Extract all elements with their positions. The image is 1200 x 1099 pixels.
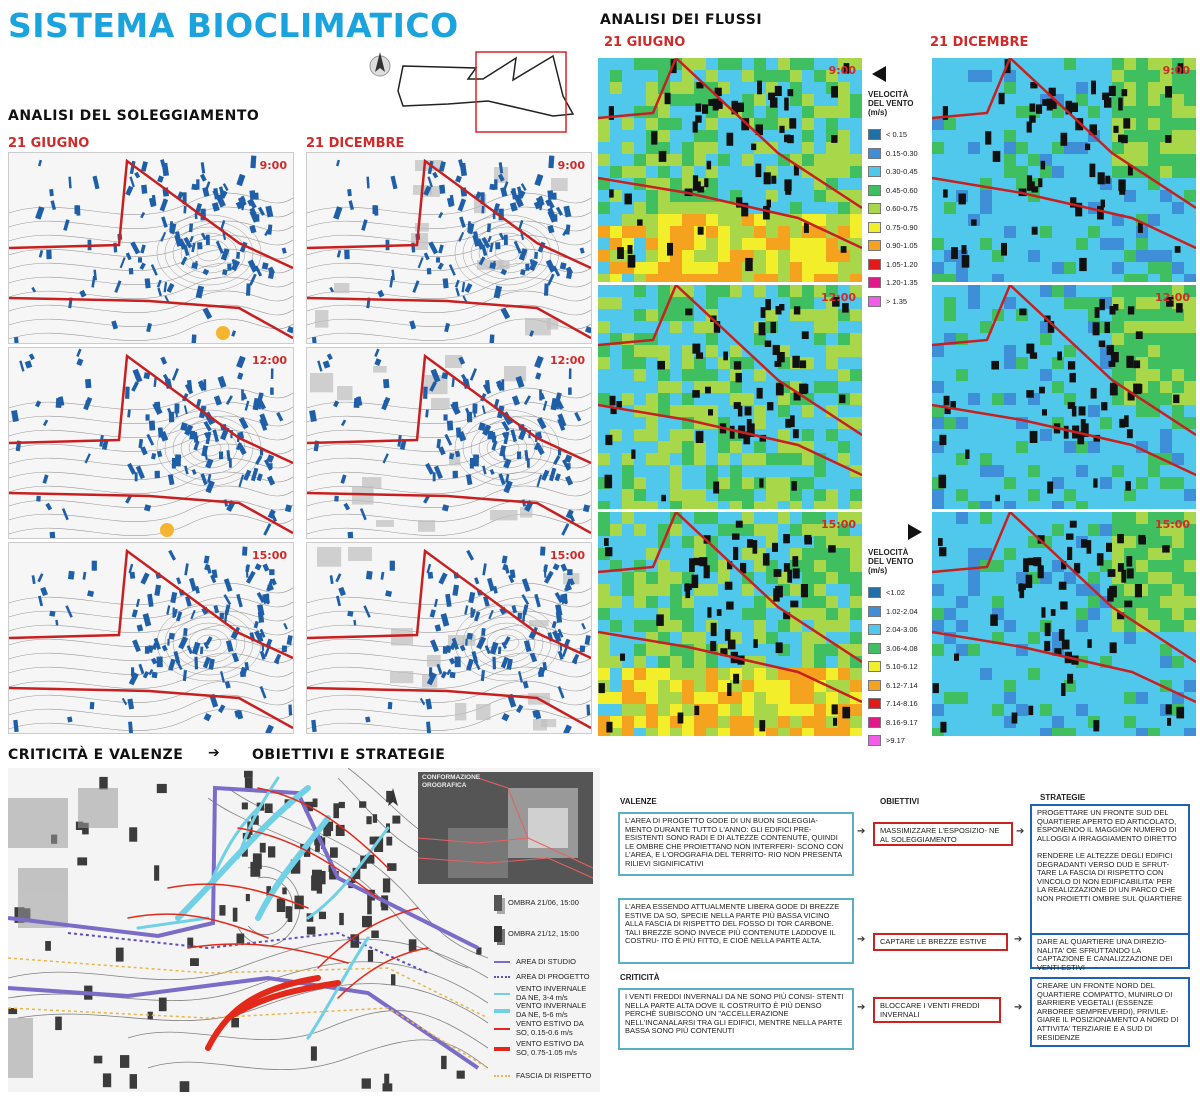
arrow-r1b-icon: ➔ [1016, 826, 1025, 837]
legend-swatch [868, 166, 881, 177]
sun-panel-december-1 [306, 347, 592, 539]
obiettivo-2: CAPTARE LE BREZZE ESTIVE [873, 933, 1008, 951]
sun-panel-december-0 [306, 152, 592, 344]
map-legend-symbol [494, 1047, 510, 1051]
legend-label: 3.06-4.08 [886, 643, 918, 653]
legend-swatch [868, 222, 881, 233]
inset-title-l2: OROGRAFICA [422, 781, 467, 789]
map-legend-label: VENTO INVERNALE DA NE, 5-6 m/s [516, 1001, 587, 1019]
strategia-2: DARE AL QUARTIERE UNA DIREZIO- NALITA' OE SFRUTTANDO LA CAPTAZIONE E CANALIZZAZIONE DEI VENTI ESTIVI [1030, 933, 1190, 969]
objectives-title: OBIETTIVI E STRATEGIE [252, 747, 446, 763]
map-legend-item [494, 926, 598, 942]
obiettivo-3: BLOCCARE I VENTI FREDDI INVERNALI [873, 997, 1001, 1023]
map-legend-label: AREA DI PROGETTO [516, 972, 590, 981]
wind-time-label: 15:00 [820, 518, 856, 531]
legend-swatch [868, 587, 881, 598]
map-legend-symbol [494, 895, 502, 911]
legend-swatch [868, 624, 881, 635]
legend-item [868, 148, 918, 159]
valenza-1: L'AREA DI PROGETTO GODE DI UN BUON SOLEGGIA- MENTO DURANTE TUTTO L'ANNO: GLI EDIFICI PRE- ESISTENTI SONO RADI E DI ALTEZZE CONTENUTE, QUINDI LE OMBRE CHE PROIETTANO NON INTERFERI- SCONO CON L'AREA, E L'OROGRAFIA DEL TERRITO- RIO NON PRESENTA RILIEVI SIGNIFICATIVI [618, 812, 854, 876]
map-legend-symbol [494, 976, 510, 978]
sun-time-label: 12:00 [251, 354, 287, 367]
main-title: SISTEMA BIOCLIMATICO [8, 6, 459, 45]
legend1-title-l1: VELOCITÀ [868, 90, 909, 99]
legend-label: 6.12-7.14 [886, 680, 918, 690]
legend-swatch [868, 240, 881, 251]
strategia-1: PROGETTARE UN FRONTE SUD DEL QUARTIERE APERTO ED ARTICOLATO, ESPONENDO IL MAGGIOR NUMERO DI ALLOGGI A IRRAGGIAMENTO DIRETTO RENDERE LE ALTEZZE DEGLI EDIFICI DEGRADANTI VERSO DUD E SFRUT- TARE LA FASCIA DI RISPETTO CON VINCOLO DI NON EDIFICABILITA' PER LA REALIZZAZIONE DI UN PARCO CHE NON PROIETTI OMBRE SUL QUARTIERE [1030, 804, 1190, 947]
map-legend-symbol [494, 1075, 510, 1077]
map-legend-symbol [494, 926, 502, 942]
sun-panel-june-2 [8, 542, 294, 734]
map-legend-label: VENTO ESTIVO DA SO, 0.15-0.6 m/s [516, 1019, 584, 1037]
sun-time-label: 15:00 [549, 549, 585, 562]
map-legend-label: VENTO ESTIVO DA SO, 0.75-1.05 m/s [516, 1039, 584, 1057]
legend-item [868, 717, 918, 728]
sun-date-december: 21 DICEMBRE [306, 136, 405, 151]
legend-item [868, 587, 905, 598]
legend-swatch [868, 698, 881, 709]
arrow-r3a-icon: ➔ [857, 1002, 866, 1013]
col-obiettivi: OBIETTIVI [880, 797, 920, 806]
col-valenze: VALENZE [620, 797, 657, 806]
map-legend-item [494, 958, 598, 967]
sun-panel-june-0 [8, 152, 294, 344]
sun-time-label: 12:00 [549, 354, 585, 367]
legend-item [868, 240, 918, 251]
legend2-title-l3: (m/s) [868, 566, 888, 575]
legend1-title-l2: DEL VENTO [868, 99, 914, 108]
map-legend-item [494, 1002, 598, 1019]
wind-panel-december-2 [932, 512, 1196, 736]
col-strategie: STRATEGIE [1040, 793, 1086, 802]
legend-swatch [868, 129, 881, 140]
wind-time-label: 9:00 [1162, 64, 1190, 77]
legend2-title-l1: VELOCITÀ [868, 548, 909, 557]
legend-label: 0.60-0.75 [886, 204, 918, 213]
col-criticita: CRITICITÀ [620, 973, 660, 982]
map-legend-label: OMBRA 21/06, 15:00 [508, 897, 579, 907]
wind-panel-december-1 [932, 285, 1196, 509]
sun-date-june: 21 GIUGNO [8, 136, 90, 151]
legend-label: 5.10-6.12 [886, 662, 918, 671]
map-legend-item [494, 1072, 598, 1081]
sun-time-label: 9:00 [259, 159, 287, 172]
sun-time-label: 9:00 [557, 159, 585, 172]
wind-time-label: 12:00 [1154, 291, 1190, 304]
wind-time-label: 15:00 [1154, 518, 1190, 531]
arrow-r3b-icon: ➔ [1014, 1002, 1023, 1013]
legend-label: < 0.15 [886, 130, 908, 139]
map-legend-symbol [494, 1028, 510, 1030]
legend-item [868, 185, 918, 196]
legend-swatch [868, 148, 881, 159]
map-legend-item [494, 895, 598, 911]
legend-swatch [868, 203, 881, 214]
arrow-r2a-icon: ➔ [857, 934, 866, 945]
legend-item [868, 735, 905, 746]
legend-item [868, 698, 918, 709]
map-legend-label: VENTO INVERNALE DA NE, 3-4 m/s [516, 984, 587, 1002]
wind-direction-right-icon [908, 524, 922, 540]
legend-swatch [868, 735, 881, 746]
legend-label: 1.05-1.20 [886, 259, 918, 269]
legend-swatch [868, 680, 881, 691]
legend-item [868, 166, 918, 177]
legend-item [868, 222, 918, 233]
legend-label: 0.45-0.60 [886, 185, 918, 195]
legend-label: 0.15-0.30 [886, 148, 918, 158]
flow-date-december: 21 DICEMBRE [930, 35, 1029, 50]
wind-panel-december-0 [932, 58, 1196, 282]
legend-item [868, 203, 918, 214]
flow-date-june: 21 GIUGNO [604, 35, 686, 50]
legend-label: 0.90-1.05 [886, 241, 918, 250]
legend-label: >9.17 [886, 736, 905, 745]
legend-item [868, 277, 918, 288]
legend-label: <1.02 [886, 588, 905, 597]
criticita-1: I VENTI FREDDI INVERNALI DA NE SONO PIÙ CONSI- STENTI NELLA PARTE ALTA DOVE IL COSTRUITO È PIÙ DENSO PERCHÈ SUBISCONO UN "ACCELLERAZIONE NELL'INCANALARSI TRA GLI EDIFICI, MENTRE NELLA PARTE BASSA SONO PIÙ CONTENUTI [618, 988, 854, 1050]
map-legend-symbol [494, 1009, 510, 1013]
map-legend-label: AREA DI STUDIO [516, 957, 577, 966]
legend-swatch [868, 259, 881, 270]
wind-panel-june-0 [598, 58, 862, 282]
legend-item [868, 624, 918, 635]
key-map [368, 46, 588, 136]
legend-swatch [868, 717, 881, 728]
legend-swatch [868, 661, 881, 672]
map-legend-item [494, 1020, 598, 1037]
criticality-title: CRITICITÀ E VALENZE [8, 747, 184, 763]
legend-label: 0.30-0.45 [886, 167, 918, 176]
legend-item [868, 643, 918, 654]
legend-label: 0.75-0.90 [886, 222, 918, 232]
legend-label: 2.04-3.06 [886, 625, 918, 634]
map-legend-symbol [494, 961, 510, 963]
sun-time-label: 15:00 [251, 549, 287, 562]
legend-item [868, 680, 918, 691]
legend1-title-l3: (m/s) [868, 108, 888, 117]
map-legend-item [494, 1040, 598, 1057]
valenza-2: L'AREA ESSENDO ATTUALMENTE LIBERA GODE DI BREZZE ESTIVE DA SO, SPECIE NELLA PARTE PIÙ BASSA VICINO ALLA FASCIA DI RISPETTO DEL FOSSO DI TOR CARBONE. TALI BREZZE SONO INVECE PIÙ CONTENUTE LADDOVE IL COSTRU- ITO È PIÙ FITTO, E CIOÈ NELLA PARTE ALTA. [618, 898, 854, 964]
sun-panel-december-2 [306, 542, 592, 734]
legend-label: 7.14-8.16 [886, 699, 918, 708]
sun-panel-june-1 [8, 347, 294, 539]
wind-time-label: 12:00 [820, 291, 856, 304]
map-legend-label: FASCIA DI RISPETTO [516, 1071, 592, 1080]
map-legend-item [494, 985, 598, 1002]
legend-item [868, 129, 907, 140]
strategia-3: CREARE UN FRONTE NORD DEL QUARTIERE COMPATTO, MUNIRLO DI BARRIERE VEGETALI (ESSENZE ARBOREE SEMPREVERDI), PRIVILE- GIARE IL POSIZIONAMENTO A NORD DI ATTIVITA' TERZIARIE E A SUD DI RESIDENZE [1030, 977, 1190, 1047]
legend-swatch [868, 296, 881, 307]
legend-label: 8.16-9.17 [886, 717, 918, 727]
map-legend-symbol [494, 993, 510, 995]
inset-title-l1: CONFORMAZIONE [422, 774, 481, 781]
legend-item [868, 296, 907, 307]
legend-swatch [868, 606, 881, 617]
wind-panel-june-2 [598, 512, 862, 736]
wind-direction-left-icon [872, 66, 886, 82]
wind-panel-june-1 [598, 285, 862, 509]
legend2-title-l2: DEL VENTO [868, 557, 914, 566]
legend-item [868, 259, 918, 270]
criticality-arrow-icon: ➔ [208, 745, 221, 761]
arrow-r2b-icon: ➔ [1014, 934, 1023, 945]
arrow-r1a-icon: ➔ [857, 826, 866, 837]
obiettivo-1: MASSIMIZZARE L'ESPOSIZIO- NE AL SOLEGGIAMENTO [873, 822, 1013, 846]
wind-time-label: 9:00 [828, 64, 856, 77]
legend-label: 1.02-2.04 [886, 606, 918, 616]
map-legend-label: OMBRA 21/12, 15:00 [508, 928, 579, 938]
legend-swatch [868, 185, 881, 196]
map-legend-item [494, 973, 598, 982]
flow-section-title: ANALISI DEI FLUSSI [600, 12, 763, 28]
legend-swatch [868, 277, 881, 288]
legend-item [868, 661, 918, 672]
sun-section-title: ANALISI DEL SOLEGGIAMENTO [8, 108, 260, 124]
legend-item [868, 606, 918, 617]
legend-swatch [868, 643, 881, 654]
legend-label: 1.20-1.35 [886, 278, 918, 287]
legend-label: > 1.35 [886, 296, 908, 306]
